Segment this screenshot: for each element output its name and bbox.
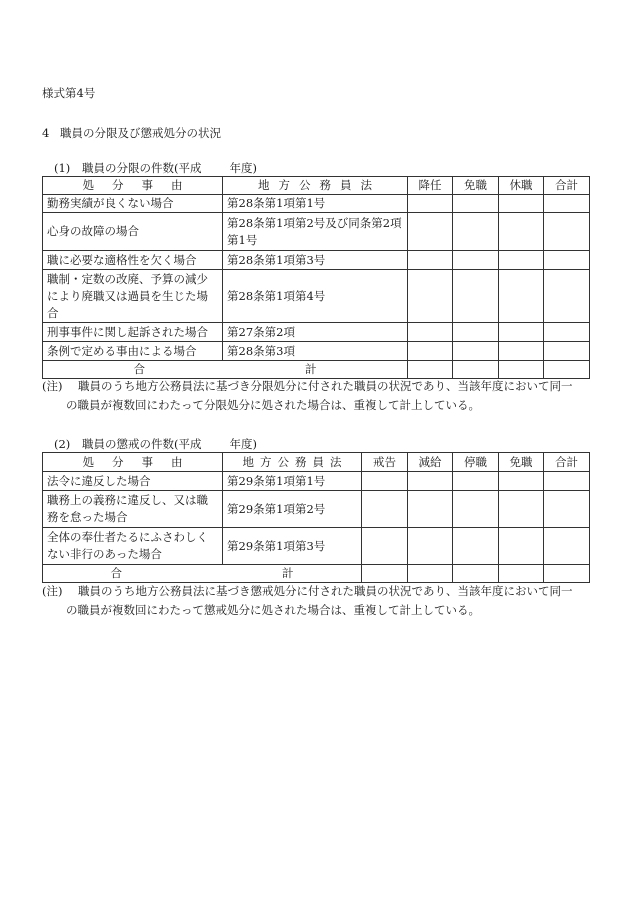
count-cell[interactable] — [408, 251, 453, 270]
reason-cell: 法令に違反した場合 — [43, 472, 223, 491]
count-cell[interactable] — [362, 491, 408, 528]
law-cell: 第28条第1項第3号 — [223, 251, 408, 270]
section-number: 4 — [42, 126, 50, 140]
section-title — [42, 125, 221, 141]
header-dismissal: 免職 — [453, 177, 499, 195]
count-cell[interactable] — [453, 491, 499, 528]
header-suspension: 休職 — [499, 177, 544, 195]
count-cell[interactable] — [453, 528, 499, 565]
reason-cell: 勤務実績が良くない場合 — [43, 195, 223, 213]
total-cell[interactable] — [544, 565, 590, 583]
reason-cell: 職に必要な適格性を欠く場合 — [43, 251, 223, 270]
section-title-text: 職員の分限及び懲戒処分の状況 — [60, 126, 221, 140]
count-cell[interactable] — [544, 270, 590, 323]
total-cell[interactable] — [453, 565, 499, 583]
count-cell[interactable] — [544, 251, 590, 270]
reason-cell: 全体の奉仕者たるにふさわしくない非行のあった場合 — [43, 528, 223, 565]
count-cell[interactable] — [544, 213, 590, 251]
header-total: 合計 — [544, 453, 590, 472]
reason-cell: 職務上の義務に違反し、又は職務を怠った場合 — [43, 491, 223, 528]
header-law: 地方公務員法 — [223, 177, 408, 195]
total-row — [43, 361, 590, 379]
count-cell[interactable] — [499, 323, 544, 342]
count-cell[interactable] — [408, 342, 453, 361]
law-cell: 第29条第1項第3号 — [223, 528, 362, 565]
count-cell[interactable] — [544, 491, 590, 528]
law-cell: 第29条第1項第1号 — [223, 472, 362, 491]
dismissal-table — [42, 176, 590, 379]
header-demotion: 降任 — [408, 177, 453, 195]
total-label: 合 計 — [43, 565, 362, 583]
header-reprimand: 戒告 — [362, 453, 408, 472]
total-cell[interactable] — [544, 361, 590, 379]
law-cell: 第28条第1項第4号 — [223, 270, 408, 323]
table-header-row — [43, 453, 590, 472]
reason-cell: 職制・定数の改廃、予算の減少により廃職又は過員を生じた場合 — [43, 270, 223, 323]
table2-caption-number: (2) — [54, 437, 71, 451]
table1-note: (注) 職員のうち地方公務員法に基づき分限処分に付された職員の状況であり、当該年度において同一 の職員が複数回にわたって分限処分に処された場合は、重複して計上している。 — [42, 379, 573, 412]
table-row — [43, 342, 590, 361]
count-cell[interactable] — [544, 342, 590, 361]
count-cell[interactable] — [408, 323, 453, 342]
header-total: 合計 — [544, 177, 590, 195]
header-dismissal: 免職 — [499, 453, 544, 472]
table-row — [43, 528, 590, 565]
count-cell[interactable] — [499, 528, 544, 565]
count-cell[interactable] — [453, 472, 499, 491]
header-suspension: 停職 — [453, 453, 499, 472]
table-row — [43, 472, 590, 491]
count-cell[interactable] — [544, 528, 590, 565]
header-reason: 処分事由 — [43, 177, 223, 195]
total-cell[interactable] — [499, 565, 544, 583]
table2-caption-suffix: 年度) — [229, 437, 257, 451]
count-cell[interactable] — [499, 195, 544, 213]
total-row — [43, 565, 590, 583]
total-cell[interactable] — [408, 565, 453, 583]
count-cell[interactable] — [408, 213, 453, 251]
reason-cell: 刑事事件に関し起訴された場合 — [43, 323, 223, 342]
count-cell[interactable] — [453, 213, 499, 251]
count-cell[interactable] — [408, 195, 453, 213]
table2-note: (注) 職員のうち地方公務員法に基づき懲戒処分に付された職員の状況であり、当該年度において同一 の職員が複数回にわたって懲戒処分に処された場合は、重複して計上している。 — [42, 584, 573, 617]
count-cell[interactable] — [499, 491, 544, 528]
table1-caption-suffix: 年度) — [229, 161, 257, 175]
table-row — [43, 213, 590, 251]
count-cell[interactable] — [453, 251, 499, 270]
table-row — [43, 195, 590, 213]
count-cell[interactable] — [408, 270, 453, 323]
table-row — [43, 491, 590, 528]
table2-caption — [54, 436, 257, 452]
law-cell: 第28条第3項 — [223, 342, 408, 361]
table-row — [43, 323, 590, 342]
form-number: 様式第4号 — [42, 86, 96, 100]
total-cell[interactable] — [499, 361, 544, 379]
count-cell[interactable] — [453, 270, 499, 323]
count-cell[interactable] — [408, 472, 453, 491]
table1-caption — [54, 160, 257, 176]
header-reason: 処分事由 — [43, 453, 223, 472]
table2-caption-text: 職員の懲戒の件数(平成 — [82, 437, 202, 451]
count-cell[interactable] — [499, 251, 544, 270]
count-cell[interactable] — [408, 491, 453, 528]
law-cell: 第27条第2項 — [223, 323, 408, 342]
table-row — [43, 251, 590, 270]
table-row — [43, 270, 590, 323]
count-cell[interactable] — [362, 472, 408, 491]
header-law: 地方公務員法 — [223, 453, 362, 472]
disciplinary-table — [42, 452, 590, 583]
total-cell[interactable] — [408, 361, 453, 379]
reason-cell: 条例で定める事由による場合 — [43, 342, 223, 361]
count-cell[interactable] — [453, 195, 499, 213]
count-cell[interactable] — [499, 270, 544, 323]
law-cell: 第28条第1項第1号 — [223, 195, 408, 213]
table1-caption-text: 職員の分限の件数(平成 — [82, 161, 202, 175]
count-cell[interactable] — [544, 323, 590, 342]
count-cell[interactable] — [453, 323, 499, 342]
count-cell[interactable] — [544, 472, 590, 491]
count-cell[interactable] — [499, 213, 544, 251]
law-cell: 第28条第1項第2号及び同条第2項第1号 — [223, 213, 408, 251]
total-label: 合 計 — [43, 361, 408, 379]
reason-cell: 心身の故障の場合 — [43, 213, 223, 251]
count-cell[interactable] — [408, 528, 453, 565]
header-pay-cut: 減給 — [408, 453, 453, 472]
count-cell[interactable] — [453, 342, 499, 361]
count-cell[interactable] — [499, 472, 544, 491]
total-cell[interactable] — [362, 565, 408, 583]
law-cell: 第29条第1項第2号 — [223, 491, 362, 528]
total-cell[interactable] — [453, 361, 499, 379]
table-header-row — [43, 177, 590, 195]
table1-caption-number: (1) — [54, 161, 71, 175]
count-cell[interactable] — [362, 528, 408, 565]
count-cell[interactable] — [499, 342, 544, 361]
count-cell[interactable] — [544, 195, 590, 213]
